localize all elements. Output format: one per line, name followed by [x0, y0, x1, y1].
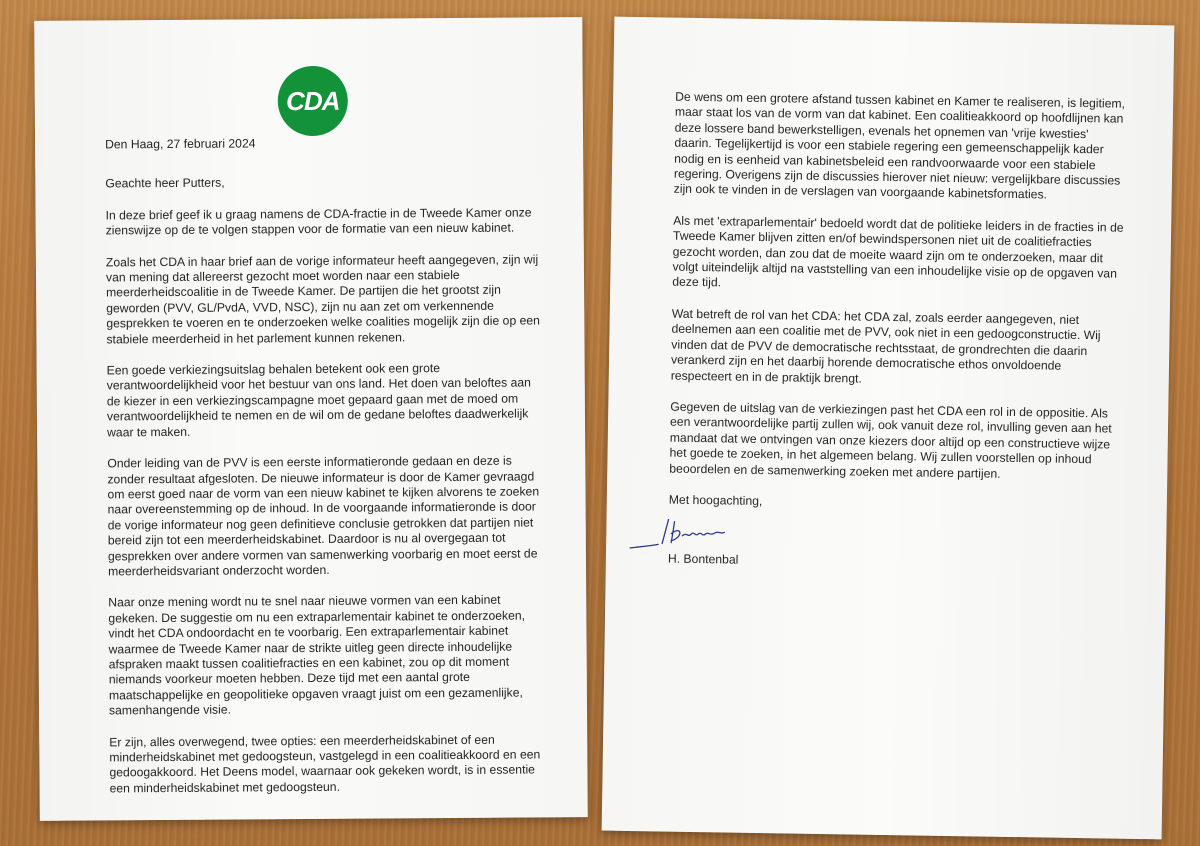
- paragraph: Zoals het CDA in haar brief aan de vorige informateur heeft aangegeven, zijn wij van mening dat allereerst gezocht moet worden naar een stabiele meerderheidscoalitie in de Tweede Kamer. De partijen die het grootst zijn geworden (PVV, GL/PvdA, VVD, NSC), zijn nu aan zet om verkennende gesprekken te voeren en te onderzoeken welke coalities mogelijk zijn die op een stabiele meerderheid in het parlement kunnen rekenen.: [105, 252, 540, 347]
- paragraph: Onder leiding van de PVV is een eerste informatieronde gedaan en deze is zonder resultaat afgesloten. De nieuwe informateur is door de Kamer gevraagd om eerst goed naar de vorm van een nieuw kabinet te kijken alvorens te zoeken naar overeenstemming op de inhoud. In de voorgaande informatieronde is door de vorige informateur nog geen definitieve conclusie getrokken dat partijen niet bereid zijn tot een meerderheidskabinet. Daardoor is nu al overgegaan tot gesprekken over andere vormen van samenwerking voorbarig en moet eerst de meerderheidsvariant onderzocht worden.: [107, 453, 540, 579]
- letter-closing: Met hoogachting,: [668, 492, 763, 508]
- letter-salutation: Geachte heer Putters,: [105, 176, 225, 191]
- paragraph: Als met 'extraparlementair' bedoeld wordt dat de politieke leiders in de fracties in de Tweede Kamer blijven zitten en/of bewindspersonen niet uit de coalitiefracties gezocht worden, dan zou dat de moeite waard zijn om te onderzoeken, maar dit volgt uiteindelijk altijd na vaststelling van een inhoudelijke visie op de opgaven van deze tijd.: [672, 213, 1124, 290]
- paragraph: Naar onze mening wordt nu te snel naar nieuwe vormen van een kabinet gekeken. De suggestie om nu een extraparlementair kabinet te onderzoeken, vindt het CDA ondoordacht en te voorbarig. Een extraparlementair kabinet waarmee de Tweede Kamer naar de strikte uitleg geen directe inhoudelijke afspraken maakt tussen coalitiefracties en een kabinet, zou op dit moment niemands voorkeur moeten hebben. Deze tijd met een aantal grote maatschappelijke en geopolitieke opgaven vraagt juist om een gezamenlijke, samenhangende visie.: [108, 593, 526, 718]
- paragraph: Wat betreft de rol van het CDA: het CDA zal, zoals eerder aangegeven, niet deelnemen aan een coalitie met de PVV, ook niet in een gedoogconstructie. Wij vinden dat de PVV de democratische rechtsstaat, de grondrechten die daarin verankerd zijn en het daarbij horende democratische ethos onvoldoende respecteert en in de praktijk brengt.: [670, 306, 1101, 386]
- letter-page-2: [602, 17, 1175, 840]
- letter-page-1: [34, 17, 588, 821]
- paragraph: Er zijn, alles overwegend, twee opties: een meerderheidskabinet of een minderheidskabinet met gedoogsteun, vastgelegd in een coalitieakkoord en een gedoogakkoord. Het Deens model, waarnaar ook gekeken wordt, is in essentie een minderheidskabinet met gedoogsteun.: [109, 732, 541, 796]
- letter-body-page-2: [668, 90, 1128, 591]
- paragraph: Gegeven de uitslag van de verkiezingen past het CDA een rol in de oppositie. Als een verantwoordelijke partij zullen wij, ook vanuit deze rol, invulling geven aan het mandaat dat we ontvingen van onze kiezers door altijd op een constructieve wijze het goede te zoeken, in het algemeen belang. Wij zullen voorstellen op inhoud beoordelen en de samenwerking zoeken met andere partijen.: [669, 399, 1112, 481]
- paragraph: In deze brief geef ik u graag namens de CDA-fractie in de Tweede Kamer onze zienswijze op de te volgen stappen voor de formatie van een nieuw kabinet.: [105, 205, 532, 238]
- handwritten-signature: [628, 513, 739, 553]
- cda-logo-text: CDA: [286, 85, 340, 116]
- letter-date: Den Haag, 27 februari 2024: [105, 136, 256, 152]
- cda-logo: [278, 66, 348, 136]
- paragraph: De wens om een grotere afstand tussen kabinet en Kamer te realiseren, is legitiem, maar staat los van de vorm van dat kabinet. Een coalitieakkoord op hoofdlijnen kan deze lossere band bewerkstelligen, evenals het opnemen van 'vrije kwesties' daarin. Tegelijkertijd is voor een stabiele regering een gemeenschappelijk kader nodig en is eenheid van kabinetsbeleid een randvoorwaarde voor een stabiele regering. Overigens zijn de discussies hierover niet nieuw: vergelijkbare discussies zijn ook te vinden in de verslagen van voorgaande kabinetsformaties.: [673, 89, 1126, 202]
- paragraph: Een goede verkiezingsuitslag behalen betekent ook een grote verantwoordelijkheid voor het bestuur van ons land. Het doen van beloftes aan de kiezer in een verkiezingscampagne moet gepaard gaan met de moed om verantwoordelijkheid te nemen en de wil om de gedane beloftes daadwerkelijk waar te maken.: [106, 361, 531, 440]
- letter-body-page-1: [105, 134, 550, 812]
- letter-signer: H. Bontenbal: [667, 551, 739, 568]
